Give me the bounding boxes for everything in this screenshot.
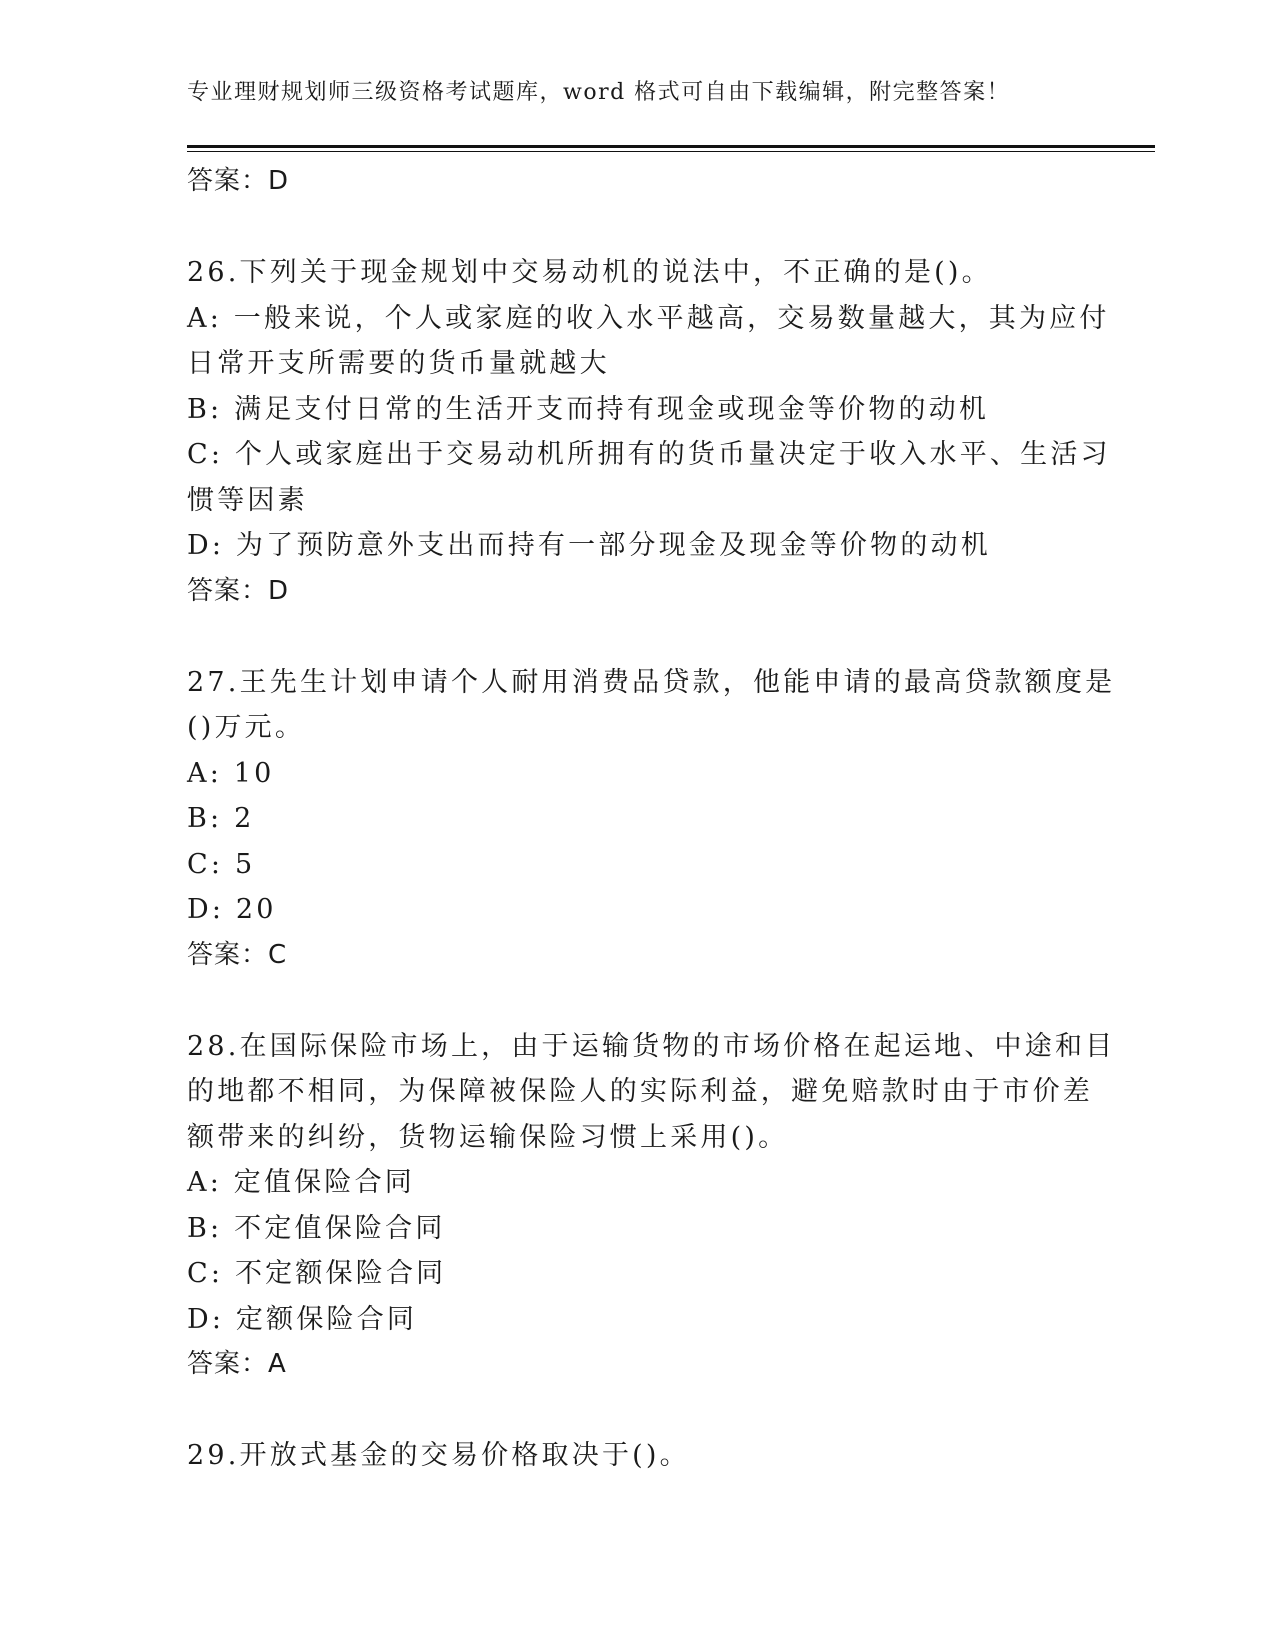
answer-line: 答案：C xyxy=(187,939,288,970)
spacer xyxy=(187,1388,1087,1434)
question-content xyxy=(187,159,1116,1479)
spacer xyxy=(187,614,1087,660)
question-stem-line: 29.开放式基金的交易价格取决于()。 xyxy=(187,1440,690,1471)
answer-line: 答案：D xyxy=(187,166,290,196)
header-rule-thin xyxy=(187,151,1155,152)
spacer xyxy=(187,205,1087,251)
option-a-line: 日常开支所需要的货币量就越大 xyxy=(187,348,610,379)
header-rule-thick xyxy=(187,145,1155,148)
option-c-line: C: 个人或家庭出于交易动机所拥有的货币量决定于收入水平、生活习 xyxy=(187,439,1111,470)
question-stem-line: 额带来的纠纷，货物运输保险习惯上采用()。 xyxy=(187,1121,789,1153)
question-28 xyxy=(187,1024,1116,1388)
option-a-line: A: 一般来说，个人或家庭的收入水平越高，交易数量越大，其为应付 xyxy=(187,302,1110,334)
question-29 xyxy=(187,1433,1087,1479)
answer-line: 答案：D xyxy=(187,575,290,606)
question-stem-line: 27.王先生计划申请个人耐用消费品贷款，他能申请的最高贷款额度是 xyxy=(187,666,1116,698)
option-a-line: A: 定值保险合同 xyxy=(187,1167,415,1198)
option-d-line: D: 20 xyxy=(187,894,277,925)
question-27 xyxy=(187,660,1116,979)
question-26 xyxy=(187,250,1111,614)
option-d-line: D: 为了预防意外支出而持有一部分现金及现金等价物的动机 xyxy=(187,530,991,561)
option-c-line: C: 5 xyxy=(187,848,256,880)
option-c-line: 惯等因素 xyxy=(187,484,308,516)
option-b-line: B: 不定值保险合同 xyxy=(187,1212,446,1244)
page-header: 专业理财规划师三级资格考试题库，word 格式可自由下载编辑，附完整答案！ xyxy=(187,80,1011,105)
option-c-line: C: 不定额保险合同 xyxy=(187,1258,447,1289)
question-stem-line: 的地都不相同，为保障被保险人的实际利益，避免赔款时由于市价差 xyxy=(187,1076,1093,1107)
question-stem-line: ()万元。 xyxy=(187,712,306,743)
option-b-line: B: 满足支付日常的生活开支而持有现金或现金等价物的动机 xyxy=(187,393,990,425)
option-b-line: B: 2 xyxy=(187,803,255,834)
question-stem-line: 28.在国际保险市场上，由于运输货物的市场价格在起运地、中途和目 xyxy=(187,1030,1116,1062)
answer-line: 答案：A xyxy=(187,1349,287,1379)
option-d-line: D: 定额保险合同 xyxy=(187,1303,418,1335)
spacer xyxy=(187,978,1087,1024)
option-a-line: A: 10 xyxy=(187,757,275,789)
question-stem-line: 26.下列关于现金规划中交易动机的说法中，不正确的是()。 xyxy=(187,257,992,288)
